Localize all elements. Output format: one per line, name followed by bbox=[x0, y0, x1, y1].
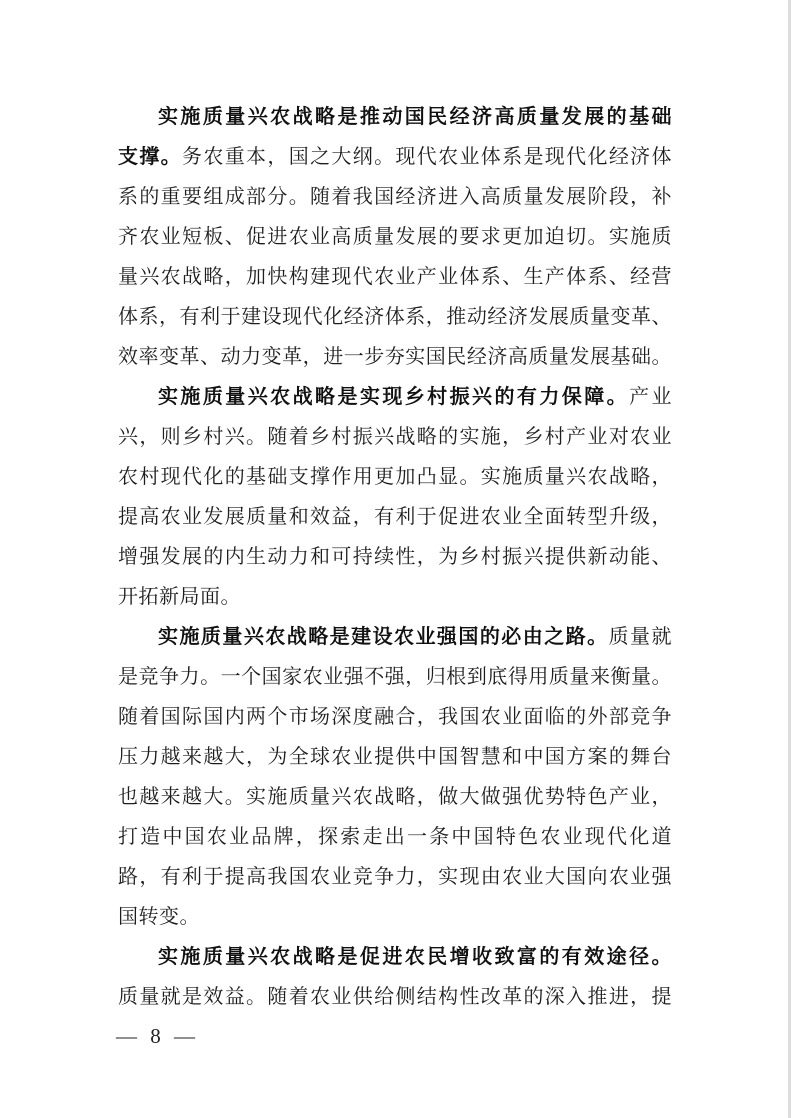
text-line bbox=[118, 737, 672, 777]
text-line bbox=[118, 97, 672, 137]
text-line bbox=[118, 777, 672, 817]
paragraph bbox=[118, 377, 672, 617]
document-body bbox=[118, 97, 672, 1017]
text-line bbox=[118, 137, 672, 177]
text-line bbox=[118, 617, 672, 657]
body-text: 产业 bbox=[629, 386, 673, 408]
body-text: 国转变。 bbox=[118, 906, 200, 928]
body-text: 农村现代化的基础支撑作用更加凸显。实施质量兴农战略， bbox=[118, 466, 672, 488]
body-text: 质量就 bbox=[608, 626, 673, 648]
text-line bbox=[118, 337, 672, 377]
text-line bbox=[118, 577, 672, 617]
body-text: 质量就是效益。随着农业供给侧结构性改革的深入推进，提 bbox=[118, 986, 672, 1008]
text-line bbox=[118, 697, 672, 737]
bold-lead-text: 实施质量兴农战略是促进农民增收致富的有效途径。 bbox=[158, 946, 672, 968]
body-text: 随着国际国内两个市场深度融合，我国农业面临的外部竞争 bbox=[118, 706, 672, 728]
body-text: 齐农业短板、促进农业高质量发展的要求更加迫切。实施质 bbox=[118, 226, 672, 248]
text-line bbox=[118, 177, 672, 217]
text-line bbox=[118, 377, 672, 417]
text-line bbox=[118, 297, 672, 337]
text-line bbox=[118, 417, 672, 457]
body-text: 体系，有利于建设现代化经济体系，推动经济发展质量变革、 bbox=[118, 306, 672, 328]
scan-edge-shadow bbox=[788, 0, 791, 1118]
text-line bbox=[118, 817, 672, 857]
paragraph bbox=[118, 937, 672, 1017]
body-text: 打造中国农业品牌，探索走出一条中国特色农业现代化道 bbox=[118, 826, 672, 848]
text-line bbox=[118, 497, 672, 537]
body-text: 效率变革、动力变革，进一步夯实国民经济高质量发展基础。 bbox=[118, 346, 672, 368]
body-text: 压力越来越大，为全球农业提供中国智慧和中国方案的舞台 bbox=[118, 746, 672, 768]
bold-lead-text: 实施质量兴农战略是建设农业强国的必由之路。 bbox=[158, 626, 609, 648]
text-line bbox=[118, 937, 672, 977]
body-text: 是竞争力。一个国家农业强不强，归根到底得用质量来衡量。 bbox=[118, 666, 672, 688]
body-text: 提高农业发展质量和效益，有利于促进农业全面转型升级， bbox=[118, 506, 672, 528]
body-text: 兴，则乡村兴。随着乡村振兴战略的实施，乡村产业对农业 bbox=[118, 426, 672, 448]
body-text: 系的重要组成部分。随着我国经济进入高质量发展阶段，补 bbox=[118, 186, 672, 208]
text-line bbox=[118, 897, 672, 937]
bold-lead-text: 实施质量兴农战略是推动国民经济高质量发展的基础 bbox=[158, 106, 672, 128]
paragraph bbox=[118, 97, 672, 377]
body-text: 务农重本，国之大纲。现代农业体系是现代化经济体 bbox=[182, 146, 673, 168]
bold-lead-text: 实施质量兴农战略是实现乡村振兴的有力保障。 bbox=[158, 386, 630, 408]
paragraph bbox=[118, 617, 672, 937]
text-line bbox=[118, 657, 672, 697]
page-number: — 8 — bbox=[116, 1024, 197, 1048]
body-text: 也越来越大。实施质量兴农战略，做大做强优势特色产业， bbox=[118, 786, 672, 808]
text-line bbox=[118, 977, 672, 1017]
text-line bbox=[118, 457, 672, 497]
body-text: 开拓新局面。 bbox=[118, 586, 241, 608]
body-text: 路，有利于提高我国农业竞争力，实现由农业大国向农业强 bbox=[118, 866, 672, 888]
body-text: 量兴农战略，加快构建现代农业产业体系、生产体系、经营 bbox=[118, 266, 672, 288]
text-line bbox=[118, 217, 672, 257]
text-line bbox=[118, 537, 672, 577]
body-text: 增强发展的内生动力和可持续性，为乡村振兴提供新动能、 bbox=[118, 546, 672, 568]
text-line bbox=[118, 857, 672, 897]
bold-lead-text: 支撑。 bbox=[118, 146, 183, 168]
text-line bbox=[118, 257, 672, 297]
